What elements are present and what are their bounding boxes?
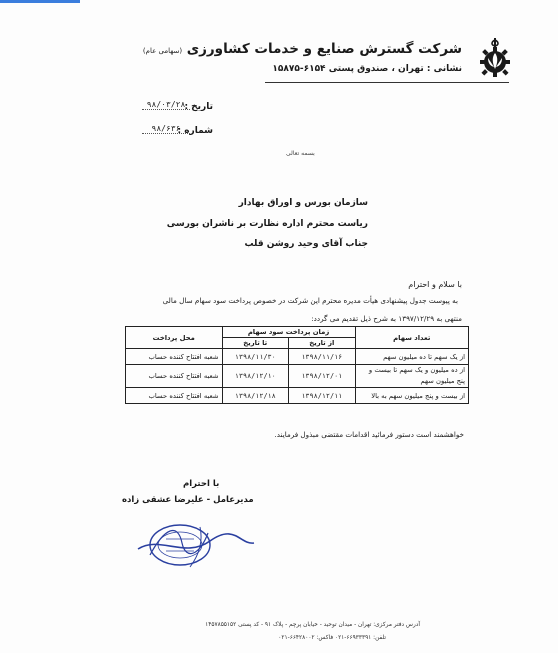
cell-shares: از بیست و پنج میلیون سهم به بالا — [355, 388, 468, 404]
cell-to: ۱۳۹۸/۱۱/۳۰ — [222, 349, 289, 365]
cell-shares — [355, 365, 468, 388]
header-period: زمان پرداخت سود سهام — [222, 327, 355, 338]
closing-regards: با احترام — [183, 479, 220, 489]
cell-shares: از یک سهم تا ده میلیون سهم — [355, 349, 468, 365]
cell-to: ۱۳۹۸/۱۲/۱۰ — [222, 365, 289, 388]
header-to: تا تاریخ — [222, 338, 289, 349]
signature-stamp-icon — [130, 515, 255, 575]
table-header-row — [126, 327, 469, 338]
cell-place: شعبه افتتاح کننده حساب — [126, 388, 223, 404]
footer-contact: تلفن: ۶۶۹۳۳۳۹۱-۰۲۱ فاکس: ۶۶۴۲۸۰۰۲-۰۲۱ — [278, 635, 386, 641]
company-address: نشانی : تهران ، صندوق پستی ۶۱۵۴-۱۵۸۷۵ — [272, 64, 462, 74]
company-name: شرکت گسترش صنایع و خدمات کشاورزی (سهامی عام) — [142, 41, 462, 57]
signer-title: مدیرعامل - علیرضا عشقی زاده — [122, 495, 254, 505]
cell-shares-line-2: پنج میلیون سهم — [420, 377, 465, 385]
date-value: ۹۸/۰۳/۲۸ — [142, 100, 190, 110]
dividend-schedule-table — [125, 326, 469, 404]
addressee-office: ریاست محترم اداره نظارت بر ناشران بورسی — [166, 219, 368, 229]
cell-place: شعبه افتتاح کننده حساب — [126, 349, 223, 365]
company-type: (سهامی عام) — [142, 47, 183, 55]
addressee-org: سازمان بورس و اوراق بهادار — [238, 198, 368, 208]
footer-address: آدرس دفتر مرکزی: تهران - میدان توحید - خیابان پرچم - پلاک ۹۱ - کد پستی ۱۴۵۷۸۵۵۱۵۲ — [205, 622, 420, 628]
cell-from: ۱۳۹۸/۱۱/۱۶ — [289, 349, 356, 365]
table-row — [126, 388, 469, 404]
greeting: با سلام و احترام — [408, 280, 462, 289]
top-accent-bar — [0, 0, 80, 3]
cell-shares-line-1: از ده میلیون و یک سهم تا بیست و — [368, 366, 465, 374]
cell-from: ۱۳۹۸/۱۲/۰۱ — [289, 365, 356, 388]
header-from: از تاریخ — [289, 338, 356, 349]
addressee-person: جناب آقای وحید روشن قلب — [244, 239, 368, 249]
cell-place: شعبه افتتاح کننده حساب — [126, 365, 223, 388]
header-shares: تعداد سهام — [355, 327, 468, 349]
company-logo-icon — [473, 36, 517, 80]
body-paragraph-1: به پیوست جدول پیشنهادی هیأت مدیره محترم این شرکت در خصوص پرداخت سود سهام سال مالی — [162, 296, 458, 305]
number-label: شماره : — [177, 126, 213, 136]
body-paragraph-2: منتهی به ۱۳۹۷/۱۲/۲۹ به شرح ذیل تقدیم می گردد: — [311, 314, 462, 323]
cell-from: ۱۳۹۸/۱۲/۱۱ — [289, 388, 356, 404]
closing-request: خواهشمند است دستور فرمائید اقدامات مقتضی مبذول فرمایند. — [274, 430, 464, 439]
header-place: محل پرداخت — [126, 327, 223, 349]
table-row — [126, 365, 469, 388]
date-label: تاریخ : — [184, 102, 213, 112]
table-row — [126, 349, 469, 365]
invocation: بسمه تعالی — [286, 150, 315, 157]
header-divider — [265, 82, 509, 83]
cell-to: ۱۳۹۸/۱۲/۱۸ — [222, 388, 289, 404]
number-value: ۹۸/۶۳۶ — [142, 124, 190, 134]
